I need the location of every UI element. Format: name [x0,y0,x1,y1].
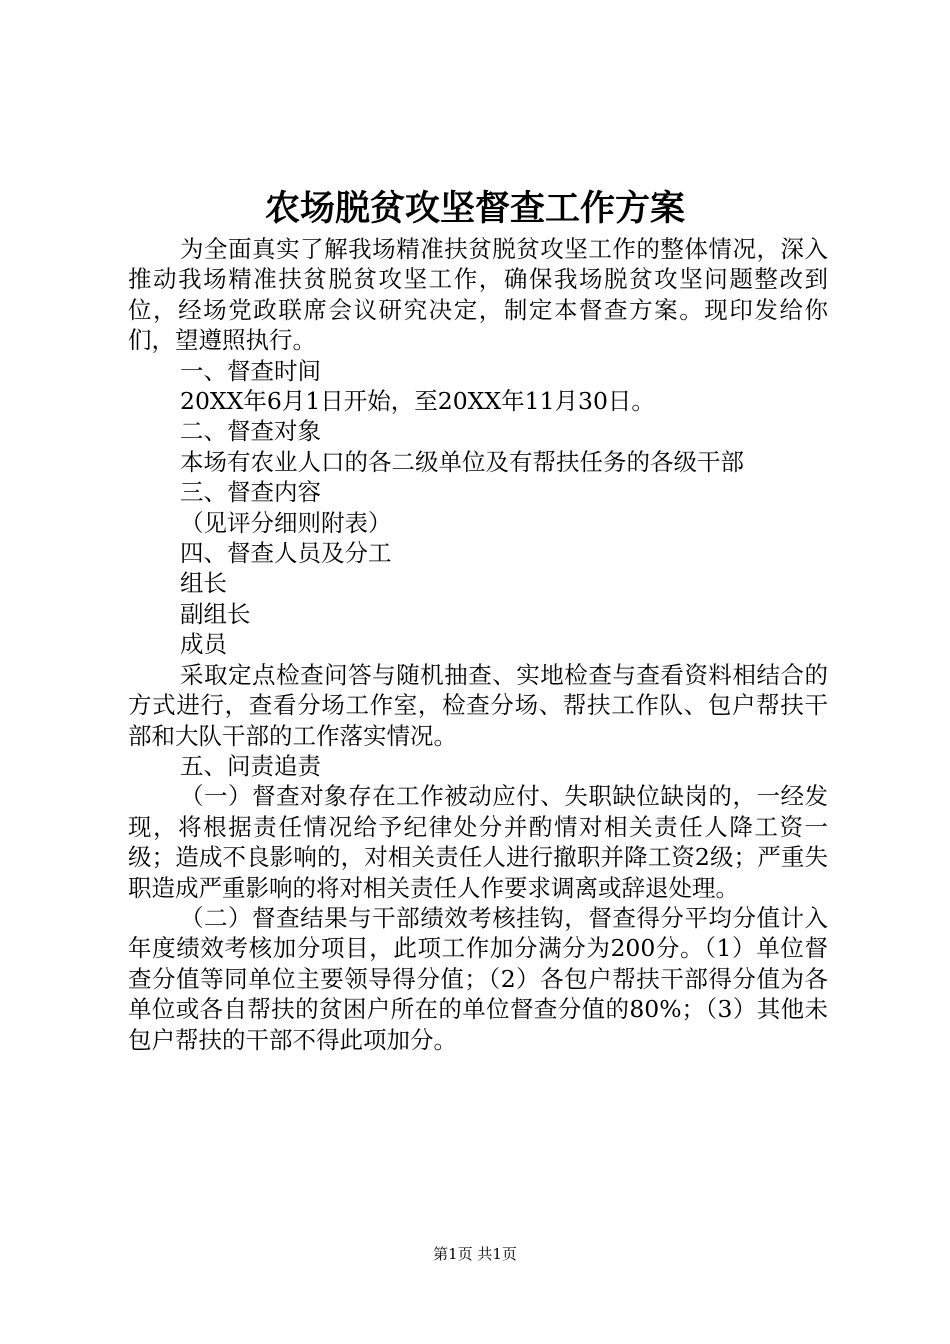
staff-members: 成员 [180,630,227,659]
staff-leader: 组长 [180,569,227,598]
time-paragraph: 20XX年6月1日开始，至20XX年11月30日。 [180,387,655,416]
target-paragraph: 本场有农业人口的各二级单位及有帮扶任务的各级干部 [180,447,744,476]
document-body [128,234,828,1055]
intro-paragraph: 为全面真实了解我场精准扶贫脱贫攻坚工作的整体情况，深入推动我场精准扶贫脱贫攻坚工作，确保我场脱贫攻坚问题整改到位，经场党政联席会议研究决定，制定本督查方案。现印发给你们，望遵照执行。 [128,235,828,355]
section-heading-target: 二、督查对象 [180,417,321,446]
method-paragraph: 采取定点检查问答与随机抽查、实地检查与查看资料相结合的方式进行，查看分场工作室，检查分场、帮扶工作队、包户帮扶干部和大队干部的工作落实情况。 [128,660,828,750]
accountability-paragraph-1: （一）督查对象存在工作被动应付、失职缺位缺岗的，一经发现，将根据责任情况给予纪律处分并酌情对相关责任人降工资一级；造成不良影响的，对相关责任人进行撤职并降工资2级；严重失职造成严重影响的将对相关责任人作要求调离或辞退处理。 [128,782,828,902]
section-heading-time: 一、督查时间 [180,356,321,385]
document-title: 农场脱贫攻坚督查工作方案 [264,188,685,229]
section-heading-content: 三、督查内容 [180,478,321,507]
section-heading-staff: 四、督查人员及分工 [180,539,392,568]
staff-deputy-leader: 副组长 [180,599,251,628]
page-number-footer: 第1页 共1页 [433,1245,517,1263]
content-paragraph: （见评分细则附表） [180,508,392,537]
accountability-paragraph-2: （二）督查结果与干部绩效考核挂钩，督查得分平均分值计入年度绩效考核加分项目，此项工作加分满分为200分。（1）单位督查分值等同单位主要领导得分值；（2）各包户帮扶干部得分值为各单位或各自帮扶的贫困户所在的单位督查分值的80%；（3）其他未包户帮扶的干部不得此项加分。 [128,903,828,1054]
section-heading-accountability: 五、问责追责 [180,751,321,780]
